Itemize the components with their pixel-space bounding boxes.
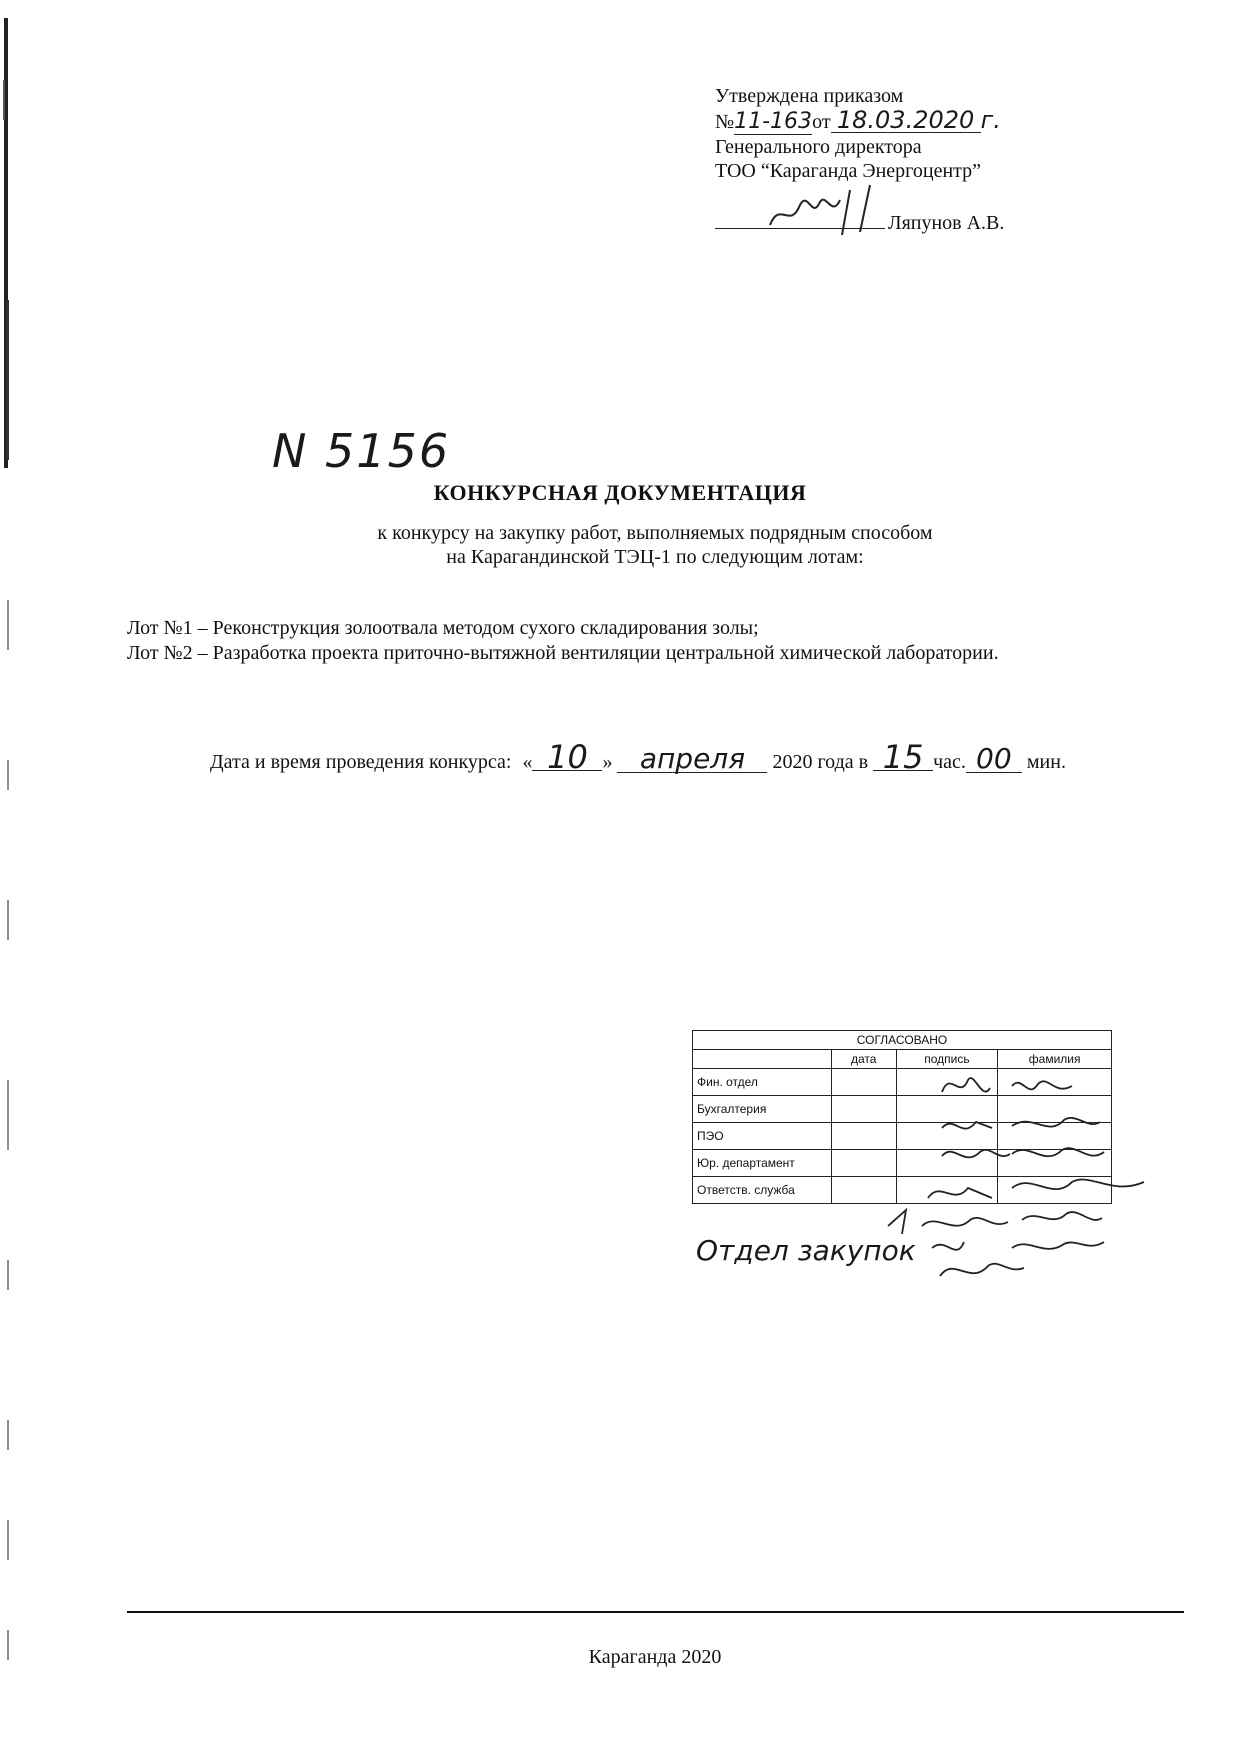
order-date: 18.03.2020 (831, 108, 981, 133)
number-prefix: № (715, 111, 735, 133)
stamp-col-surname: фамилия (998, 1050, 1112, 1069)
stamp-row-label: Ответств. служба (693, 1177, 832, 1204)
date-suffix: г. (980, 106, 1001, 134)
approval-line-3: Генерального директора (715, 136, 922, 158)
tender-date-line (210, 738, 1066, 776)
tender-month: апреля (617, 746, 767, 773)
order-number-line (715, 108, 1095, 135)
document-title: КОНКУРСНАЯ ДОКУМЕНТАЦИЯ (433, 480, 807, 505)
order-number: 11-163 (734, 109, 813, 134)
tender-hour: 15 (873, 744, 933, 771)
approval-line-1: Утверждена приказом (715, 85, 904, 107)
signatory-name: Ляпунов А.В. (888, 212, 1005, 234)
stamp-col-date: дата (832, 1050, 897, 1069)
stamp-col-signature: подпись (896, 1050, 998, 1069)
stamp-title: СОГЛАСОВАНО (693, 1031, 1112, 1050)
lot-list (127, 616, 999, 666)
stamp-row-label: ПЭО (693, 1123, 832, 1150)
registration-number: N 5156 (272, 424, 451, 478)
tender-year: 2020 года в (772, 751, 869, 773)
approval-block (715, 84, 1095, 183)
approval-line-4: ТОО “Караганда Энергоцентр” (715, 160, 982, 182)
stamp-row-label: Фин. отдел (693, 1069, 832, 1096)
tender-day: 10 (532, 744, 602, 771)
lot-item: Лот №2 – Разработка проекта приточно-вытяжной вентиляции центральной химической лаборатории. (127, 642, 999, 664)
stamp-row-label: Бухгалтерия (693, 1096, 832, 1123)
subtitle-line-1: к конкурсу на закупку работ, выполняемых подрядным способом (377, 522, 933, 544)
footer-place-year: Караганда 2020 (588, 1646, 722, 1668)
tender-minute: 00 (966, 746, 1022, 773)
stamp-extra-row: Отдел закупок (696, 1234, 916, 1267)
director-signature (760, 180, 890, 240)
agreement-stamp (692, 1030, 1147, 1267)
open-quote: « (522, 751, 533, 773)
stamp-signatures (692, 1030, 1147, 1330)
scan-edge-artifact (0, 0, 22, 1754)
footer-rule (127, 1611, 1184, 1613)
lot-item: Лот №1 – Реконструкция золоотвала методом сухого складирования золы; (127, 617, 759, 639)
stamp-row-label: Юр. департамент (693, 1150, 832, 1177)
tender-date-label: Дата и время проведения конкурса: (210, 751, 512, 773)
subtitle-line-2: на Карагандинской ТЭЦ-1 по следующим лотам: (446, 546, 864, 568)
date-prefix: от (812, 111, 831, 133)
minute-label: мин. (1026, 751, 1066, 773)
hour-label: час. (933, 751, 966, 773)
close-quote: » (602, 751, 613, 773)
